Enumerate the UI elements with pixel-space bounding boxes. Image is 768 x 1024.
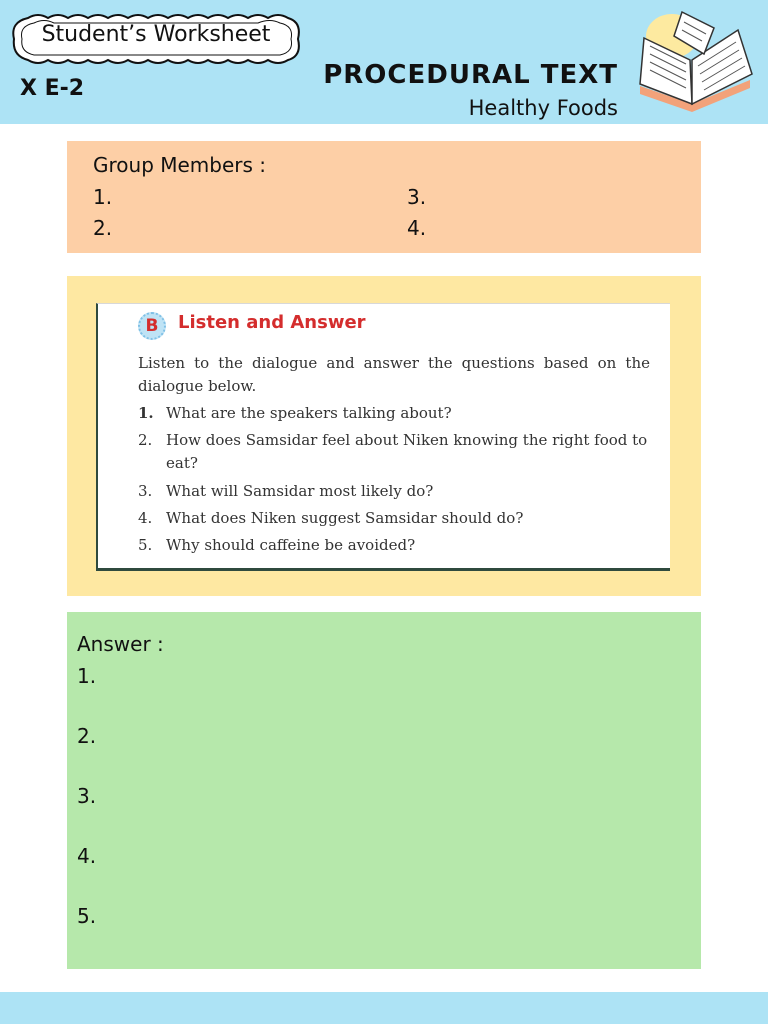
class-label: X E-2 — [20, 76, 85, 101]
member-number: 2. — [93, 216, 113, 240]
question-number: 3. — [138, 482, 153, 500]
exercise-title: Listen and Answer — [178, 312, 366, 333]
question-number: 4. — [138, 509, 153, 527]
section-badge: B — [138, 312, 166, 340]
answer-label: Answer : — [77, 632, 164, 656]
answers-box — [67, 612, 701, 969]
question-item — [138, 480, 650, 503]
exercise-intro: Listen to the dialogue and answer the questions based on the dialogue below. — [138, 354, 650, 395]
header-banner — [0, 0, 768, 124]
answer-number: 1. — [77, 664, 97, 688]
open-book-icon — [630, 8, 760, 116]
question-text: What does Niken suggest Samsidar should do? — [166, 509, 524, 527]
answer-number: 3. — [77, 784, 97, 808]
question-number: 5. — [138, 536, 153, 554]
question-number: 2. — [138, 431, 153, 449]
question-text: What are the speakers talking about? — [166, 404, 452, 422]
group-members-label: Group Members : — [93, 153, 267, 177]
member-number: 3. — [407, 185, 427, 209]
member-number: 1. — [93, 185, 113, 209]
page-title: PROCEDURAL TEXT — [323, 60, 618, 90]
group-members-box — [67, 141, 701, 253]
question-text: Why should caffeine be avoided? — [166, 536, 416, 554]
question-number: 1. — [138, 404, 154, 422]
answer-number: 5. — [77, 904, 97, 928]
exercise-card — [96, 303, 670, 571]
question-item — [138, 534, 650, 557]
question-text: How does Samsidar feel about Niken knowing the right food to eat? — [166, 431, 648, 472]
question-item — [138, 507, 650, 530]
question-item — [138, 402, 650, 425]
footer-bar — [0, 992, 768, 1024]
answer-number: 2. — [77, 724, 97, 748]
answer-number: 4. — [77, 844, 97, 868]
page-subtitle: Healthy Foods — [468, 96, 618, 120]
member-number: 4. — [407, 216, 427, 240]
questions-box — [67, 276, 701, 596]
question-item — [138, 429, 650, 475]
question-text: What will Samsidar most likely do? — [166, 482, 434, 500]
worksheet-badge-label: Student’s Worksheet — [41, 22, 271, 47]
worksheet-badge — [8, 12, 304, 66]
